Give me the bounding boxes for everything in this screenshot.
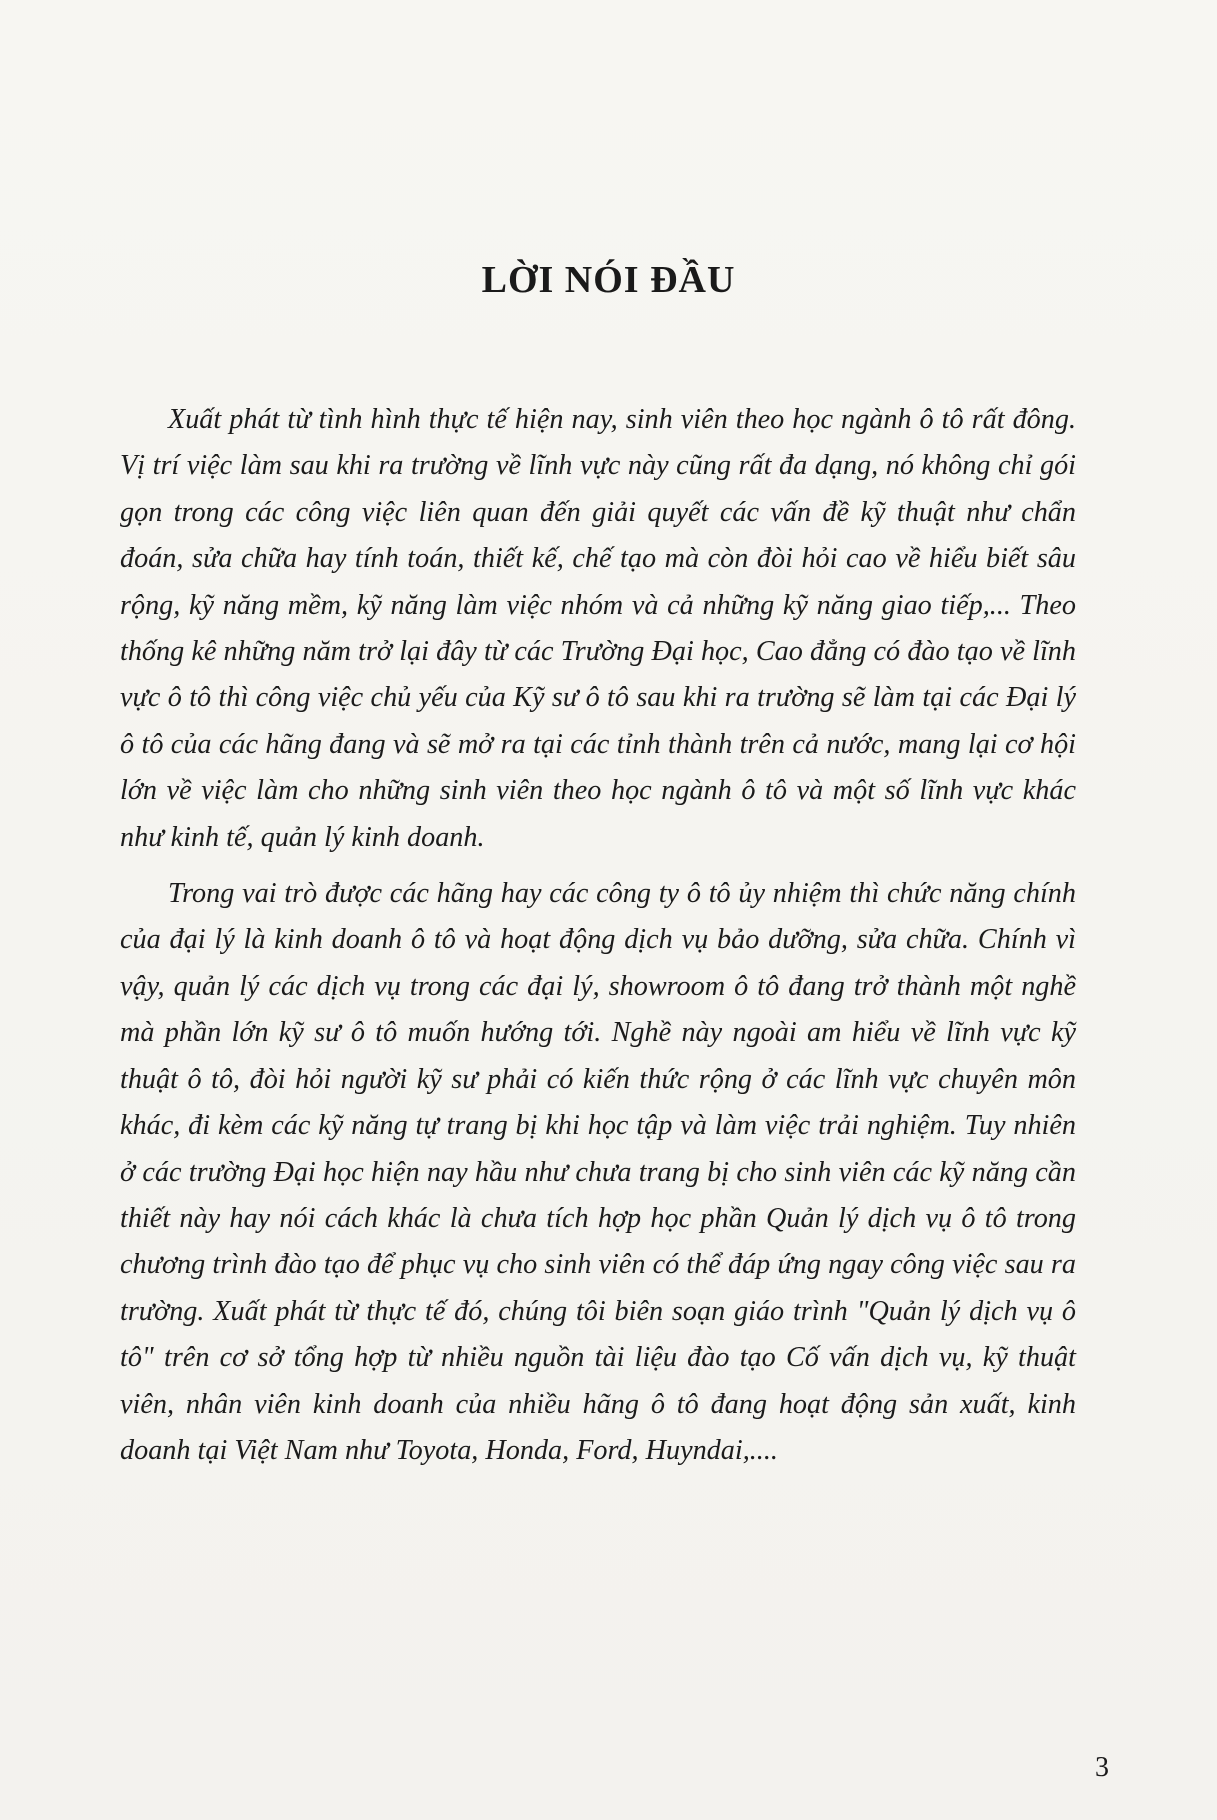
paragraph-2: Trong vai trò được các hãng hay các công ty ô tô ủy nhiệm thì chức năng chính của đại lý là kinh doanh ô tô và hoạt động dịch vụ bảo dưỡng, sửa chữa. Chính vì vậy, quản lý các dịch vụ trong các đại lý, showroom ô tô đang trở thành một nghề mà phần lớn kỹ sư ô tô muốn hướng tới. Nghề này ngoài am hiểu về lĩnh vực kỹ thuật ô tô, đòi hỏi người kỹ sư phải có kiến thức rộng ở các lĩnh vực chuyên môn khác, đi kèm các kỹ năng tự trang bị khi học tập và làm việc trải nghiệm. Tuy nhiên ở các trường Đại học hiện nay hầu như chưa trang bị cho sinh viên các kỹ năng cần thiết này hay nói cách khác là chưa tích hợp học phần Quản lý dịch vụ ô tô trong chương trình đào tạo để phục vụ cho sinh viên có thể đáp ứng ngay công việc sau ra trường. Xuất phát từ thực tế đó, chúng tôi biên soạn giáo trình "Quản lý dịch vụ ô tô" trên cơ sở tổng hợp từ nhiều nguồn tài liệu đào tạo Cố vấn dịch vụ, kỹ thuật viên, nhân viên kinh doanh của nhiều hãng ô tô đang hoạt động sản xuất, kinh doanh tại Việt Nam như Toyota, Honda, Ford, Huyndai,.... <box>120 878 1076 1466</box>
paragraph-1: Xuất phát từ tình hình thực tế hiện nay, sinh viên theo học ngành ô tô rất đông. Vị trí việc làm sau khi ra trường về lĩnh vực này cũng rất đa dạng, nó không chỉ gói gọn trong các công việc liên quan đến giải quyết các vấn đề kỹ thuật như chẩn đoán, sửa chữa hay tính toán, thiết kế, chế tạo mà còn đòi hỏi cao về hiểu biết sâu rộng, kỹ năng mềm, kỹ năng làm việc nhóm và cả những kỹ năng giao tiếp,... Theo thống kê những năm trở lại đây từ các Trường Đại học, Cao đẳng có đào tạo về lĩnh vực ô tô thì công việc chủ yếu của Kỹ sư ô tô sau khi ra trường sẽ làm tại các Đại lý ô tô của các hãng đang và sẽ mở ra tại các tỉnh thành trên cả nước, mang lại cơ hội lớn về việc làm cho những sinh viên theo học ngành ô tô và một số lĩnh vực khác như kinh tế, quản lý kinh doanh. <box>120 404 1076 853</box>
body-text <box>120 397 1076 1474</box>
page-title: LỜI NÓI ĐẦU <box>481 259 736 301</box>
page-number: 3 <box>1095 1752 1109 1783</box>
